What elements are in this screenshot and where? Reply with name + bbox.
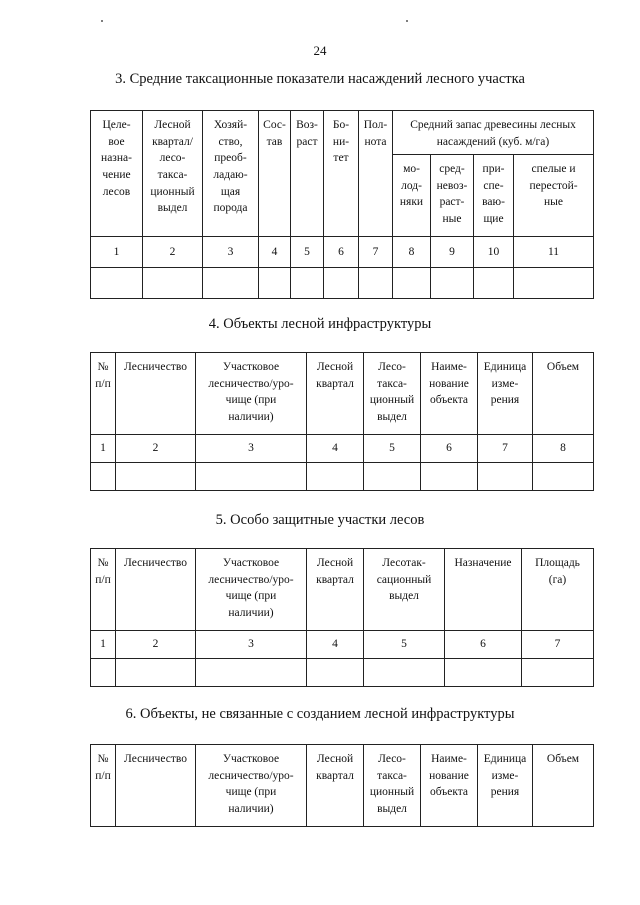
- empty-cell: [324, 268, 359, 299]
- empty-cell: [143, 268, 203, 299]
- header-text-line: такса-: [157, 169, 188, 182]
- column-number-cell: 2: [116, 631, 196, 659]
- empty-cell: [116, 659, 196, 687]
- header-cell: [116, 745, 196, 827]
- header-cell: [431, 155, 474, 237]
- header-text-line: сационный: [376, 573, 432, 586]
- header-text-line: вое: [108, 135, 125, 148]
- header-text-line: Бо-: [332, 119, 350, 131]
- header-cell: [196, 549, 307, 631]
- column-number-cell: 8: [393, 237, 431, 268]
- column-number-cell: 5: [364, 631, 445, 659]
- header-text-line: Объем: [546, 753, 580, 765]
- header-cell: [91, 111, 143, 237]
- header-text-line: наличии): [228, 607, 274, 620]
- header-text-line: лесничество/уро-: [208, 377, 294, 390]
- header-cell: [91, 353, 116, 435]
- header-text-line: чение: [102, 169, 131, 182]
- empty-cell: [474, 268, 514, 299]
- column-number-cell: 1: [91, 435, 116, 463]
- header-text-line: выдел: [377, 803, 407, 816]
- empty-cell: [291, 268, 324, 299]
- header-text-line: Лесо-: [378, 361, 406, 373]
- table-section-3: [90, 110, 594, 299]
- group-header-cell: [393, 111, 594, 155]
- header-text-line: п/п: [95, 377, 111, 390]
- header-text-line: рения: [490, 786, 520, 799]
- header-text-line: перестой-: [529, 179, 578, 192]
- header-cell: [307, 549, 364, 631]
- header-text-line: ные: [544, 196, 563, 209]
- section-5-title: 5. Особо защитные участки лесов: [215, 512, 425, 528]
- header-text-line: раст: [296, 135, 318, 148]
- header-text-line: Лесничество: [124, 361, 187, 373]
- header-text-line: №: [97, 557, 109, 569]
- header-text-line: объекта: [429, 786, 469, 799]
- header-text-line: Площадь: [535, 557, 580, 569]
- header-text-line: Объем: [546, 361, 580, 373]
- header-text-line: Воз-: [296, 119, 318, 131]
- header-text-line: няки: [399, 196, 424, 209]
- column-number-cell: 5: [364, 435, 421, 463]
- header-text-line: Лесной: [154, 119, 191, 131]
- header-text-line: щие: [483, 213, 504, 226]
- header-cell: [478, 353, 533, 435]
- header-text-line: Лесной: [316, 557, 354, 569]
- header-cell: [364, 549, 445, 631]
- empty-cell: [196, 659, 307, 687]
- header-text-line: нование: [429, 769, 469, 782]
- header-cell: [445, 549, 522, 631]
- column-number-cell: 3: [196, 631, 307, 659]
- header-cell: [478, 745, 533, 827]
- header-text-line: лод-: [401, 179, 422, 192]
- header-text-line: выдел: [389, 590, 419, 603]
- header-text-line: квартал: [316, 377, 354, 390]
- header-cell: [196, 353, 307, 435]
- header-text-line: лесо-: [159, 152, 186, 165]
- page-number: 24: [313, 43, 327, 58]
- column-number-cell: 7: [359, 237, 393, 268]
- header-text-line: щая: [220, 185, 241, 198]
- header-cell: [421, 353, 478, 435]
- header-cell: [307, 353, 364, 435]
- section-3-title: 3. Средние таксационные показатели насаждений лесного участка: [115, 71, 525, 87]
- header-text-line: Лесной: [316, 361, 354, 373]
- header-text-line: Сос-: [263, 119, 286, 131]
- empty-row: [91, 463, 594, 491]
- empty-row: [91, 268, 594, 299]
- header-text-line: наличии): [228, 411, 274, 424]
- column-number-cell: 6: [324, 237, 359, 268]
- header-cell: [533, 745, 594, 827]
- empty-cell: [307, 463, 364, 491]
- header-text-line: №: [97, 753, 109, 765]
- empty-cell: [522, 659, 594, 687]
- header-text-line: ладаю-: [213, 169, 248, 182]
- empty-cell: [116, 463, 196, 491]
- header-text-line: преоб-: [214, 152, 247, 165]
- column-number-cell: 6: [421, 435, 478, 463]
- header-cell: [196, 745, 307, 827]
- empty-cell: [364, 659, 445, 687]
- header-text-line: Участковое: [222, 753, 280, 765]
- header-text-line: порода: [213, 202, 248, 215]
- empty-cell: [514, 268, 594, 299]
- section-6-title: 6. Объекты, не связанные с созданием лесной инфраструктуры: [125, 706, 515, 722]
- header-text-line: такса-: [377, 377, 407, 390]
- header-text-line: Целе-: [102, 119, 131, 131]
- scan-dot: [101, 20, 103, 22]
- header-cell: [291, 111, 324, 237]
- header-text-line: лесов: [102, 185, 131, 198]
- header-text-line: тет: [333, 152, 349, 165]
- empty-cell: [533, 463, 594, 491]
- column-number-cell: 8: [533, 435, 594, 463]
- empty-cell: [91, 463, 116, 491]
- header-cell: [143, 111, 203, 237]
- column-number-row: [91, 435, 594, 463]
- header-text-line: Назначение: [454, 557, 512, 569]
- header-text-line: назна-: [101, 152, 132, 165]
- column-number-cell: 5: [291, 237, 324, 268]
- header-text-line: такса-: [377, 769, 407, 782]
- header-text-line: квартал: [316, 573, 354, 586]
- header-cell: [421, 745, 478, 827]
- empty-cell: [364, 463, 421, 491]
- header-text-line: п/п: [95, 573, 111, 586]
- header-text-line: ваю-: [482, 196, 505, 209]
- header-text-line: Пол-: [363, 119, 388, 131]
- header-text-line: спе-: [483, 179, 504, 192]
- column-number-cell: 7: [478, 435, 533, 463]
- empty-cell: [196, 463, 307, 491]
- column-number-cell: 1: [91, 237, 143, 268]
- header-cell: [324, 111, 359, 237]
- header-text-line: чище (при: [225, 786, 277, 799]
- header-text-line: изме-: [491, 377, 519, 390]
- column-number-cell: 9: [431, 237, 474, 268]
- table-section-6: [90, 744, 594, 827]
- column-number-row: [91, 631, 594, 659]
- column-number-row: [91, 237, 594, 268]
- scan-dot: [406, 20, 408, 22]
- empty-cell: [478, 463, 533, 491]
- column-number-cell: 4: [307, 631, 364, 659]
- header-text-line: ционный: [150, 185, 195, 198]
- empty-cell: [259, 268, 291, 299]
- header-text-line: нование: [429, 377, 469, 390]
- header-text-line: Лесотак-: [382, 557, 426, 569]
- empty-cell: [203, 268, 259, 299]
- header-text-line: выдел: [377, 411, 407, 424]
- header-cell: [116, 353, 196, 435]
- header-text-line: Средний запас древесины лесных: [410, 119, 576, 131]
- empty-cell: [359, 268, 393, 299]
- header-text-line: лесничество/уро-: [208, 573, 294, 586]
- header-cell: [91, 549, 116, 631]
- header-text-line: Лесничество: [124, 753, 187, 765]
- header-text-line: при-: [482, 163, 505, 175]
- header-text-line: квартал: [316, 769, 354, 782]
- header-text-line: Участковое: [222, 557, 280, 569]
- header-cell: [259, 111, 291, 237]
- header-cell: [364, 745, 421, 827]
- header-cell: [514, 155, 594, 237]
- header-text-line: нота: [364, 135, 387, 148]
- header-text-line: чище (при: [225, 394, 277, 407]
- column-number-cell: 4: [307, 435, 364, 463]
- header-text-line: квартал/: [152, 135, 193, 148]
- header-text-line: тав: [266, 135, 283, 148]
- header-text-line: п/п: [95, 769, 111, 782]
- column-number-cell: 2: [116, 435, 196, 463]
- header-text-line: рения: [490, 394, 520, 407]
- header-text-line: №: [97, 361, 109, 373]
- column-number-cell: 2: [143, 237, 203, 268]
- header-text-line: Лесничество: [124, 557, 187, 569]
- section-4-title: 4. Объекты лесной инфраструктуры: [208, 316, 432, 332]
- header-text-line: чище (при: [225, 590, 277, 603]
- header-text-line: Наиме-: [431, 361, 467, 373]
- header-cell: [533, 353, 594, 435]
- column-number-cell: 4: [259, 237, 291, 268]
- header-text-line: выдел: [157, 202, 188, 215]
- empty-cell: [91, 659, 116, 687]
- header-cell: [522, 549, 594, 631]
- column-number-cell: 11: [514, 237, 594, 268]
- header-cell: [91, 745, 116, 827]
- header-text-line: (га): [548, 573, 567, 586]
- header-text-line: ни-: [332, 135, 350, 148]
- header-text-line: сред-: [439, 163, 465, 175]
- header-cell: [203, 111, 259, 237]
- header-text-line: наличии): [228, 803, 274, 816]
- header-text-line: Участковое: [222, 361, 280, 373]
- header-text-line: ство,: [218, 135, 243, 148]
- header-text-line: лесничество/уро-: [208, 769, 294, 782]
- header-text-line: ционный: [369, 786, 415, 799]
- table-section-4: [90, 352, 594, 491]
- empty-cell: [421, 463, 478, 491]
- header-cell: [359, 111, 393, 237]
- header-text-line: ные: [442, 213, 462, 226]
- table-section-5: [90, 548, 594, 687]
- header-text-line: мо-: [403, 163, 420, 175]
- column-number-cell: 3: [203, 237, 259, 268]
- header-text-line: Единица: [483, 361, 527, 373]
- header-cell: [364, 353, 421, 435]
- header-text-line: ционный: [369, 394, 415, 407]
- header-text-line: спелые и: [531, 163, 576, 175]
- column-number-cell: 3: [196, 435, 307, 463]
- header-text-line: объекта: [429, 394, 469, 407]
- empty-cell: [445, 659, 522, 687]
- header-text-line: Лесной: [316, 753, 354, 765]
- header-text-line: Хозяй-: [213, 119, 248, 131]
- header-cell: [307, 745, 364, 827]
- header-cell: [116, 549, 196, 631]
- header-cell: [393, 155, 431, 237]
- header-text-line: насаждений (куб. м/га): [436, 135, 550, 148]
- empty-cell: [91, 268, 143, 299]
- empty-cell: [431, 268, 474, 299]
- column-number-cell: 7: [522, 631, 594, 659]
- header-cell: [474, 155, 514, 237]
- header-text-line: Единица: [483, 753, 527, 765]
- column-number-cell: 10: [474, 237, 514, 268]
- header-text-line: Наиме-: [431, 753, 467, 765]
- column-number-cell: 1: [91, 631, 116, 659]
- column-number-cell: 6: [445, 631, 522, 659]
- header-text-line: Лесо-: [378, 753, 406, 765]
- header-text-line: невоз-: [436, 179, 468, 192]
- header-text-line: изме-: [491, 769, 519, 782]
- empty-row: [91, 659, 594, 687]
- empty-cell: [393, 268, 431, 299]
- header-text-line: раст-: [439, 196, 465, 209]
- empty-cell: [307, 659, 364, 687]
